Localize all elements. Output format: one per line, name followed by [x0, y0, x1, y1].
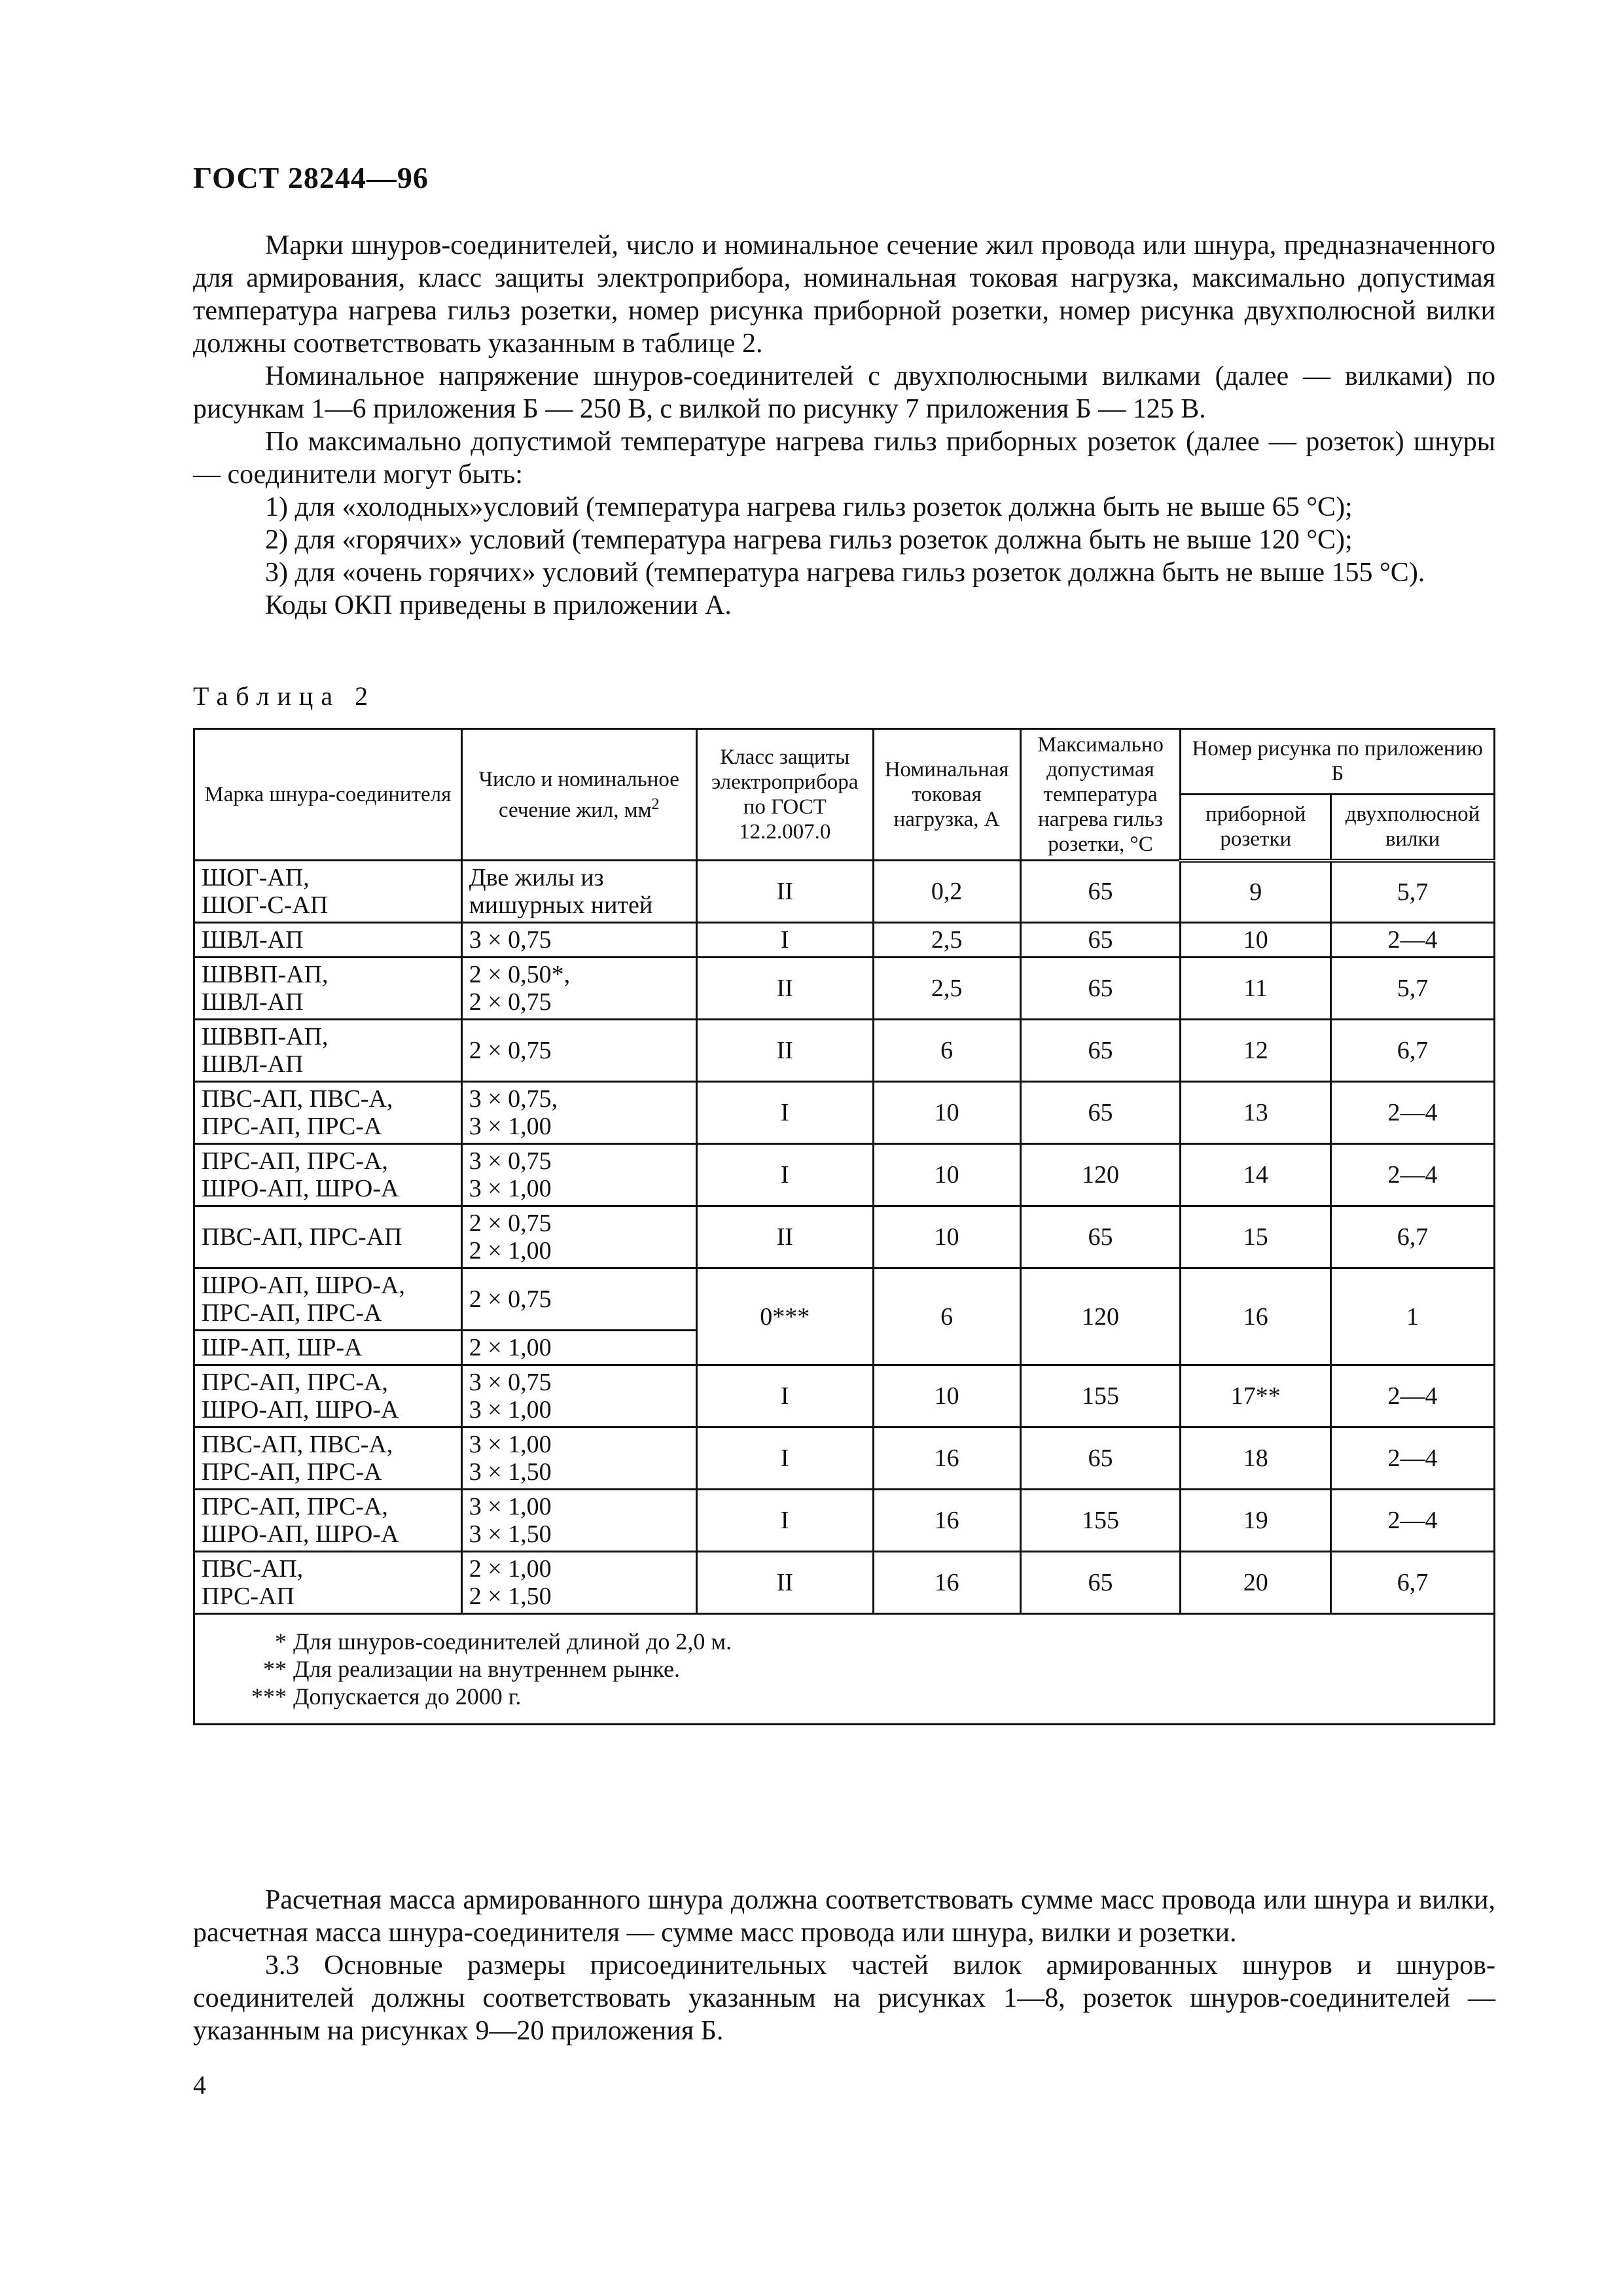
- cell-mark: [194, 1082, 462, 1144]
- cell-line: 2 × 1,50: [469, 1583, 552, 1610]
- cell-mark: [194, 923, 462, 958]
- cell-class: II: [696, 861, 873, 923]
- note-text: Для реализации на внутреннем рынке.: [293, 1656, 680, 1682]
- cell-temp: 65: [1020, 861, 1181, 923]
- cell-socket: 15: [1181, 1206, 1331, 1268]
- cell-section: [461, 1331, 696, 1365]
- cell-mark: [194, 958, 462, 1020]
- cell-class: I: [696, 1427, 873, 1490]
- cell-temp: 120: [1020, 1268, 1181, 1365]
- page-number: 4: [193, 2070, 206, 2100]
- paragraph: По максимально допустимой температуре нагрева гильз приборных розеток (далее — розеток) шнуры — соединители могут быть:: [193, 427, 1495, 490]
- cell-mark: [194, 1206, 462, 1268]
- cell-socket: 10: [1181, 923, 1331, 958]
- cell-line: 3 × 1,00: [469, 1493, 552, 1520]
- cell-section: [461, 1082, 696, 1144]
- cell-line: 3 × 1,00: [469, 1396, 552, 1424]
- table-row: [194, 923, 1495, 958]
- cell-line: ПРС-АП, ПРС-А: [202, 1299, 382, 1327]
- cell-current: 16: [873, 1552, 1020, 1614]
- cell-line: ПРС-АП, ПРС-А: [202, 1458, 382, 1486]
- header-section-sup: 2: [651, 795, 660, 813]
- cell-line: ШРО-АП, ШРО-А: [202, 1520, 399, 1548]
- cell-section: [461, 1144, 696, 1206]
- cell-line: ПРС-АП, ПРС-А,: [202, 1493, 388, 1520]
- cell-plug: 6,7: [1331, 1020, 1495, 1082]
- cell-temp: 65: [1020, 958, 1181, 1020]
- header-current: Номинальная токовая нагрузка, А: [873, 729, 1020, 861]
- header-section: [461, 729, 696, 861]
- cell-line: ШОГ-С-АП: [202, 891, 329, 919]
- note-mark: *: [275, 1628, 287, 1655]
- paragraph: Коды ОКП приведены в приложении А.: [265, 590, 732, 620]
- note-line: [234, 1628, 1487, 1655]
- cell-line: ШВЛ-АП: [202, 988, 304, 1016]
- cell-temp: 65: [1020, 1552, 1181, 1614]
- cell-mark: [194, 1331, 462, 1365]
- paragraph: Номинальное напряжение шнуров-соединителей с двухполюсными вилками (далее — вилками) по рисункам 1—6 приложения Б — 250 В, с вилкой по рисунку 7 приложения Б — 125 В.: [193, 361, 1495, 424]
- cell-temp: 65: [1020, 1020, 1181, 1082]
- table-row: [194, 1427, 1495, 1490]
- cell-class: II: [696, 1020, 873, 1082]
- table-row: [194, 1206, 1495, 1268]
- cell-current: 6: [873, 1268, 1020, 1365]
- table-body: [194, 861, 1495, 1725]
- cell-current: 10: [873, 1365, 1020, 1427]
- cell-plug: 1: [1331, 1268, 1495, 1365]
- cell-socket: 12: [1181, 1020, 1331, 1082]
- cell-line: ШВЛ-АП: [202, 1050, 304, 1078]
- cell-line: ПВС-АП,: [202, 1555, 304, 1583]
- cell-mark: [194, 1144, 462, 1206]
- cell-temp: 65: [1020, 1206, 1181, 1268]
- cell-temp: 65: [1020, 923, 1181, 958]
- outro-text: [193, 1884, 1495, 2047]
- notes-row: [194, 1614, 1495, 1725]
- cell-socket: 13: [1181, 1082, 1331, 1144]
- cell-plug: 5,7: [1331, 958, 1495, 1020]
- header-mark: Марка шнура-соединителя: [194, 729, 462, 861]
- cell-section: [461, 958, 696, 1020]
- cell-line: 3 × 1,50: [469, 1458, 552, 1486]
- cell-mark: [194, 861, 462, 923]
- note-line: [234, 1683, 1487, 1710]
- cell-class: I: [696, 1365, 873, 1427]
- cell-line: Две жилы из: [469, 864, 604, 891]
- note-text: Допускается до 2000 г.: [293, 1683, 522, 1710]
- cell-current: 2,5: [873, 923, 1020, 958]
- paragraph: 3.3 Основные размеры присоединительных частей вилок армированных шнуров и шнуров-соединителей должны соответствовать указанным на рисунках 1—8, розеток шнуров-соединителей — указанным на рисунках 9—20 приложения Б.: [193, 1950, 1495, 2046]
- cell-class: II: [696, 1206, 873, 1268]
- cell-plug: 2—4: [1331, 1490, 1495, 1552]
- cell-socket: 16: [1181, 1268, 1331, 1365]
- table-row: [194, 958, 1495, 1020]
- cell-line: ШРО-АП, ШРО-А: [202, 1396, 399, 1424]
- table-row: [194, 1144, 1495, 1206]
- cell-line: 3 × 0,75: [469, 1147, 552, 1175]
- cell-line: ПВС-АП, ПРС-АП: [202, 1223, 402, 1251]
- cell-socket: 20: [1181, 1552, 1331, 1614]
- paragraph: Марки шнуров-соединителей, число и номинальное сечение жил провода или шнура, предназначенного для армирования, класс защиты электроприбора, номинальная токовая нагрузка, максимально допустимая температура нагрева гильз розетки, номер рисунка приборной розетки, номер рисунка двухполюсной вилки должны соответствовать указанным в таблице 2.: [193, 230, 1495, 359]
- cell-current: 10: [873, 1082, 1020, 1144]
- header-figure-group: Номер рисунка по приложению Б: [1181, 729, 1495, 795]
- header-fig-socket: приборной розетки: [1181, 794, 1331, 860]
- cell-section: [461, 1365, 696, 1427]
- cell-class: I: [696, 1082, 873, 1144]
- cell-plug: 2—4: [1331, 1365, 1495, 1427]
- header-temp: Максимально допустимая температура нагрева гильз розетки, °С: [1020, 729, 1181, 861]
- cell-line: ШРО-АП, ШРО-А: [202, 1175, 399, 1202]
- cell-mark: [194, 1427, 462, 1490]
- cell-line: ШВВП-АП,: [202, 1023, 329, 1050]
- intro-text: [193, 229, 1495, 622]
- cell-section: [461, 1552, 696, 1614]
- note-mark: **: [263, 1656, 287, 1682]
- cell-line: мишурных нитей: [469, 891, 653, 919]
- cell-line: ПРС-АП, ПРС-А: [202, 1113, 382, 1140]
- cell-section: [461, 1020, 696, 1082]
- header-section-text: Число и номинальное сечение жил, мм: [478, 767, 679, 822]
- cell-line: ПРС-АП, ПРС-А,: [202, 1369, 388, 1396]
- cell-socket: 11: [1181, 958, 1331, 1020]
- cell-plug: 2—4: [1331, 1144, 1495, 1206]
- cell-section: [461, 1268, 696, 1331]
- cell-plug: 2—4: [1331, 1427, 1495, 1490]
- header-class: Класс защиты электроприбора по ГОСТ 12.2.007.0: [696, 729, 873, 861]
- list-item: 2) для «горячих» условий (температура нагрева гильз розеток должна быть не выше 120 °С);: [265, 525, 1353, 555]
- cell-section: [461, 861, 696, 923]
- table-row: [194, 861, 1495, 923]
- cell-line: 3 × 1,00: [469, 1175, 552, 1202]
- cell-section: [461, 923, 696, 958]
- table-row: [194, 1020, 1495, 1082]
- cell-line: ШВВП-АП,: [202, 961, 329, 988]
- table-notes: [194, 1614, 1495, 1725]
- cell-socket: 9: [1181, 861, 1331, 923]
- cell-section: [461, 1206, 696, 1268]
- cell-current: 16: [873, 1427, 1020, 1490]
- table-caption: Таблица 2: [193, 681, 376, 711]
- cell-class: I: [696, 923, 873, 958]
- note-line: [234, 1655, 1487, 1683]
- cell-line: ШОГ-АП,: [202, 864, 310, 891]
- cell-class: II: [696, 1552, 873, 1614]
- cell-line: 2 × 0,75: [469, 1210, 552, 1237]
- cell-line: 2 × 0,75: [469, 1285, 552, 1313]
- cell-mark: [194, 1490, 462, 1552]
- cell-temp: 155: [1020, 1490, 1181, 1552]
- cell-section: [461, 1490, 696, 1552]
- cell-line: 2 × 1,00: [469, 1237, 552, 1265]
- cell-line: ПРС-АП, ПРС-А,: [202, 1147, 388, 1175]
- cell-class: 0***: [696, 1268, 873, 1365]
- document-header: ГОСТ 28244—96: [193, 161, 429, 194]
- header-fig-plug: двухполюсной вилки: [1331, 794, 1495, 860]
- cell-socket: 19: [1181, 1490, 1331, 1552]
- cell-current: 16: [873, 1490, 1020, 1552]
- cell-current: 10: [873, 1144, 1020, 1206]
- cell-plug: 2—4: [1331, 923, 1495, 958]
- cell-temp: 65: [1020, 1427, 1181, 1490]
- cell-temp: 155: [1020, 1365, 1181, 1427]
- cell-temp: 120: [1020, 1144, 1181, 1206]
- cell-mark: [194, 1268, 462, 1331]
- cell-plug: 6,7: [1331, 1552, 1495, 1614]
- cell-line: ШВЛ-АП: [202, 926, 304, 954]
- cell-line: 3 × 0,75: [469, 926, 552, 954]
- cell-current: 0,2: [873, 861, 1020, 923]
- cell-line: 3 × 1,00: [469, 1113, 552, 1140]
- list-item: 3) для «очень горячих» условий (температура нагрева гильз розеток должна быть не выше 155 °С).: [265, 558, 1425, 588]
- cell-line: ПВС-АП, ПВС-А,: [202, 1085, 393, 1113]
- cell-line: ШР-АП, ШР-А: [202, 1334, 363, 1361]
- cell-current: 6: [873, 1020, 1020, 1082]
- cell-line: ШРО-АП, ШРО-А,: [202, 1272, 405, 1299]
- cell-temp: 65: [1020, 1082, 1181, 1144]
- list-item: 1) для «холодных»условий (температура нагрева гильз розеток должна быть не выше 65 °С);: [265, 492, 1353, 522]
- cell-line: 2 × 0,75: [469, 1037, 552, 1064]
- cell-line: ПРС-АП: [202, 1583, 294, 1610]
- cell-current: 10: [873, 1206, 1020, 1268]
- cell-line: 2 × 0,50*,: [469, 961, 571, 988]
- cell-mark: [194, 1365, 462, 1427]
- cell-socket: 14: [1181, 1144, 1331, 1206]
- cell-current: 2,5: [873, 958, 1020, 1020]
- cell-line: ПВС-АП, ПВС-А,: [202, 1431, 393, 1458]
- cell-line: 3 × 1,50: [469, 1520, 552, 1548]
- data-table: [193, 728, 1495, 1725]
- cell-line: 3 × 1,00: [469, 1431, 552, 1458]
- table-row: [194, 1268, 1495, 1331]
- cell-socket: 18: [1181, 1427, 1331, 1490]
- cell-mark: [194, 1552, 462, 1614]
- cell-class: I: [696, 1144, 873, 1206]
- table-row: [194, 1490, 1495, 1552]
- note-text: Для шнуров-соединителей длиной до 2,0 м.: [293, 1628, 732, 1655]
- cell-line: 2 × 0,75: [469, 988, 552, 1016]
- table-row: [194, 1552, 1495, 1614]
- cell-line: 2 × 1,00: [469, 1555, 552, 1583]
- cell-plug: 5,7: [1331, 861, 1495, 923]
- cell-line: 2 × 1,00: [469, 1334, 552, 1361]
- cell-class: II: [696, 958, 873, 1020]
- cell-plug: 2—4: [1331, 1082, 1495, 1144]
- cell-plug: 6,7: [1331, 1206, 1495, 1268]
- cell-class: I: [696, 1490, 873, 1552]
- cell-line: 3 × 0,75: [469, 1369, 552, 1396]
- paragraph: Расчетная масса армированного шнура должна соответствовать сумме масс провода или шнура и вилки, расчетная масса шнура-соединителя — сумме масс провода или шнура, вилки и розетки.: [193, 1885, 1495, 1948]
- note-mark: ***: [251, 1683, 287, 1710]
- table-row: [194, 1365, 1495, 1427]
- cell-section: [461, 1427, 696, 1490]
- cell-line: 3 × 0,75,: [469, 1085, 558, 1113]
- table-row: [194, 1082, 1495, 1144]
- cell-socket: 17**: [1181, 1365, 1331, 1427]
- cell-mark: [194, 1020, 462, 1082]
